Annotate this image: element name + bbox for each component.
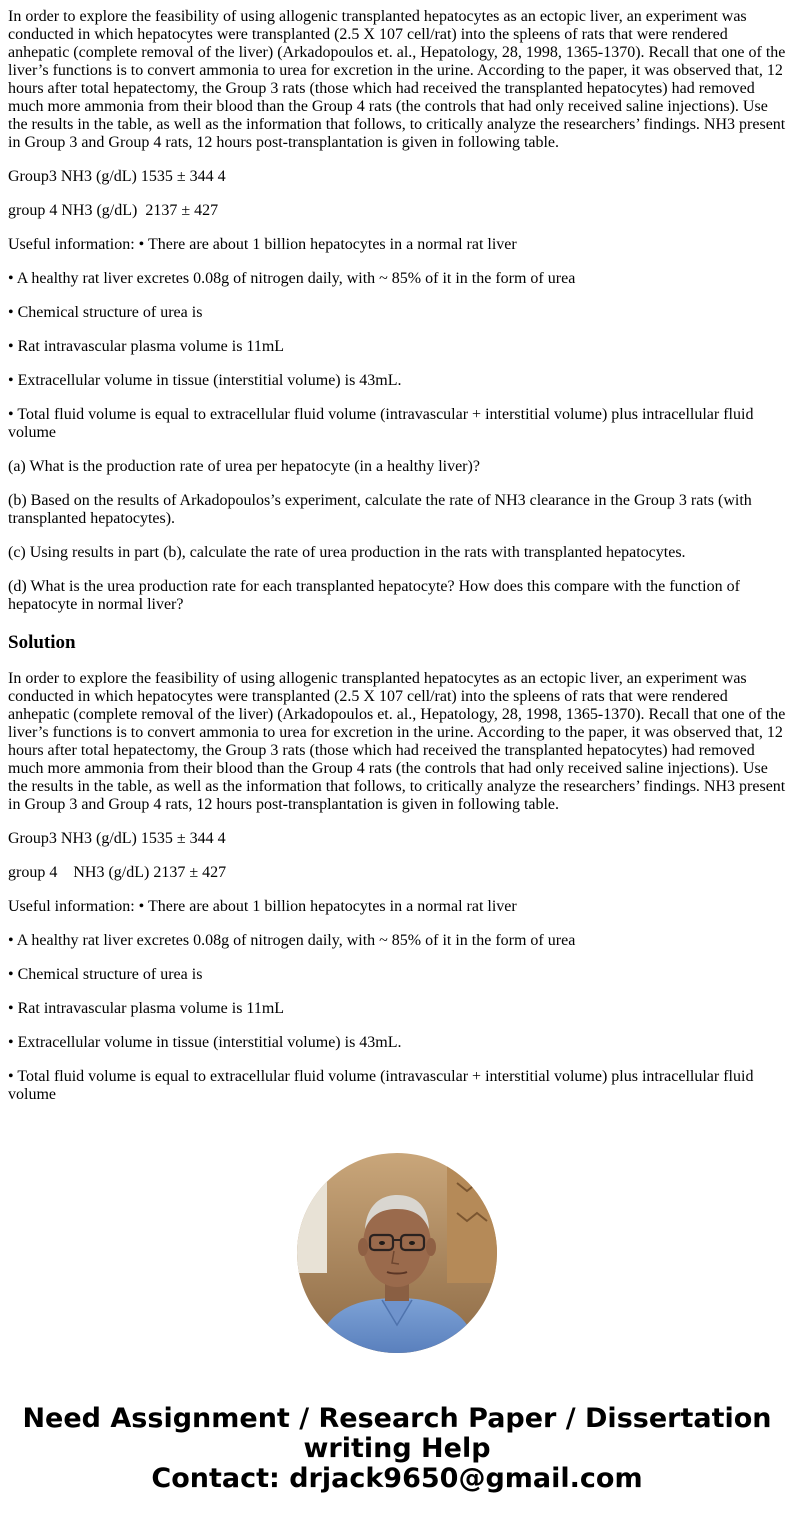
solution-info-1: Useful information: • There are about 1 billion hepatocytes in a normal rat liver [8, 898, 517, 915]
question-info-6: • Total fluid volume is equal to extracellular fluid volume (intravascular + interstitial volume) plus intracellular fluid volume [8, 406, 758, 441]
author-avatar [297, 1153, 497, 1353]
question-info-5: • Extracellular volume in tissue (interstitial volume) is 43mL. [8, 372, 402, 389]
question-group4-row: group 4 NH3 (g/dL) 2137 ± 427 [8, 202, 219, 219]
author-portrait-image [297, 1153, 497, 1353]
banner-line-1: Need Assignment / Research Paper / Dissertation [22, 1403, 772, 1434]
question-part-d: (d) What is the urea production rate for each transplanted hepatocyte? How does this compare with the function of hepatocyte in normal liver? [8, 578, 744, 613]
solution-info-3: • Chemical structure of urea is [8, 966, 203, 983]
solution-info-5: • Extracellular volume in tissue (interstitial volume) is 43mL. [8, 1034, 402, 1051]
question-intro: In order to explore the feasibility of using allogenic transplanted hepatocytes as an ectopic liver, an experiment was conducted in which hepatocytes were transplanted (2.5 X 107 cell/rat) into the spleens of rats that were rendered anhepatic (complete removal of the liver) (Arkadopoulos et. al., Hepatology, 28, 1998, 1365-1370). Recall that one of the liver’s functions is to convert ammonia to urea for excretion in the urine. According to the paper, it was observed that, 12 hours after total hepatectomy, the Group 3 rats (those which had received the transplanted hepatocytes) had removed much more ammonia from their blood than the Group 4 rats (the controls that had only received saline injections). Use the results in the table, as well as the information that follows, to critically analyze the researchers’ findings. NH3 present in Group 3 and Group 4 rats, 12 hours post-transplantation is given in following table. [8, 8, 790, 151]
question-group3-row: Group3 NH3 (g/dL) 1535 ± 344 4 [8, 168, 226, 185]
question-part-a: (a) What is the production rate of urea per hepatocyte (in a healthy liver)? [8, 458, 480, 475]
question-info-1: Useful information: • There are about 1 billion hepatocytes in a normal rat liver [8, 236, 517, 253]
solution-info-6: • Total fluid volume is equal to extracellular fluid volume (intravascular + interstitial volume) plus intracellular fluid volume [8, 1068, 758, 1103]
question-info-2: • A healthy rat liver excretes 0.08g of nitrogen daily, with ~ 85% of it in the form of urea [8, 270, 576, 287]
document-body [8, 8, 790, 1120]
banner-contact-line: Contact: drjack9650@gmail.com [151, 1463, 643, 1494]
solution-info-4: • Rat intravascular plasma volume is 11mL [8, 1000, 285, 1017]
question-info-4: • Rat intravascular plasma volume is 11mL [8, 338, 285, 355]
question-part-c: (c) Using results in part (b), calculate the rate of urea production in the rats with transplanted hepatocytes. [8, 544, 686, 561]
banner-line-2: writing Help [303, 1433, 491, 1464]
solution-info-2: • A healthy rat liver excretes 0.08g of nitrogen daily, with ~ 85% of it in the form of urea [8, 932, 576, 949]
question-part-b: (b) Based on the results of Arkadopoulos’s experiment, calculate the rate of NH3 clearance in the Group 3 rats (with transplanted hepatocytes). [8, 492, 756, 527]
question-info-3: • Chemical structure of urea is [8, 304, 203, 321]
solution-group4-row: group 4 NH3 (g/dL) 2137 ± 427 [8, 864, 227, 881]
solution-heading: Solution [8, 632, 76, 653]
contact-banner [0, 1404, 794, 1494]
solution-intro: In order to explore the feasibility of using allogenic transplanted hepatocytes as an ectopic liver, an experiment was conducted in which hepatocytes were transplanted (2.5 X 107 cell/rat) into the spleens of rats that were rendered anhepatic (complete removal of the liver) (Arkadopoulos et. al., Hepatology, 28, 1998, 1365-1370). Recall that one of the liver’s functions is to convert ammonia to urea for excretion in the urine. According to the paper, it was observed that, 12 hours after total hepatectomy, the Group 3 rats (those which had received the transplanted hepatocytes) had removed much more ammonia from their blood than the Group 4 rats (the controls that had only received saline injections). Use the results in the table, as well as the information that follows, to critically analyze the researchers’ findings. NH3 present in Group 3 and Group 4 rats, 12 hours post-transplantation is given in following table. [8, 670, 790, 813]
solution-group3-row: Group3 NH3 (g/dL) 1535 ± 344 4 [8, 830, 226, 847]
